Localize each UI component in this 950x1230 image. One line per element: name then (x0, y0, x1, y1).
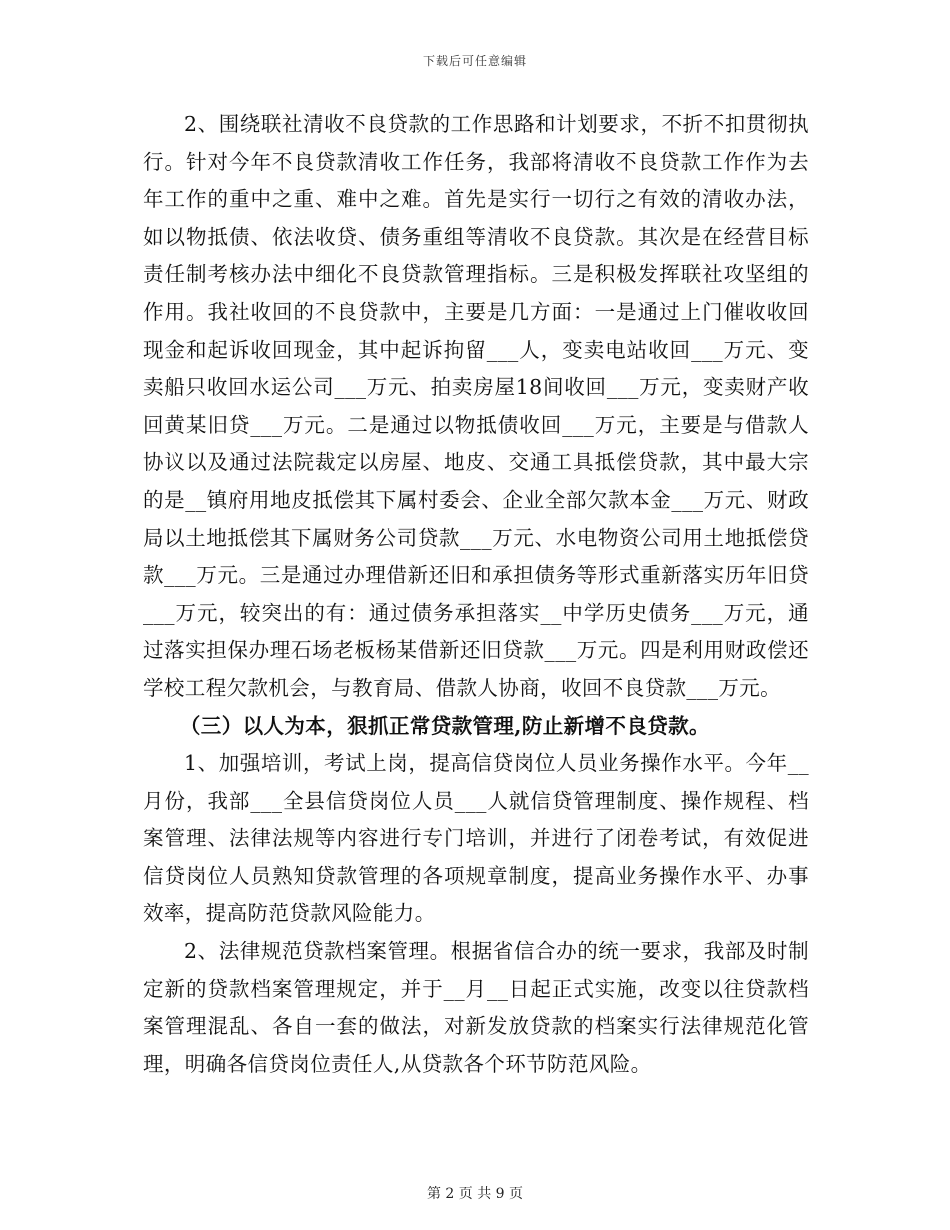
page-number: 第 2 页 共 9 页 (426, 1186, 524, 1202)
page-header-note: 下载后可任意编辑 (422, 54, 527, 68)
paragraph-archive-management: 2、法律规范贷款档案管理。根据省信合办的统一要求，我部及时制定新的贷款档案管理规定，并于__月__日起正式实施，改变以往贷款档案管理混乱、各自一套的做法，对新发放贷款的档案实行法律规范化管理，明确各信贷岗位责任人,从贷款各个环节防范风险。 (143, 939, 809, 1076)
section-heading-loan-management: （三）以人为本，狠抓正常贷款管理,防止新增不良贷款。 (179, 713, 710, 738)
document-body (143, 106, 809, 1083)
paragraph-clearance-plan: 2、围绕联社清收不良贷款的工作思路和计划要求，不折不扣贯彻执行。针对今年不良贷款清收工作任务，我部将清收不良贷款工作作为去年工作的重中之重、难中之难。首先是实行一切行之有效的清收办法，如以物抵债、依法收贷、债务重组等清收不良贷款。其次是在经营目标责任制考核办法中细化不良贷款管理指标。三是积极发挥联社攻坚组的作用。我社收回的不良贷款中，主要是几方面：一是通过上门催收收回现金和起诉收回现金，其中起诉拘留___人，变卖电站收回___万元、变卖船只收回水运公司___万元、拍卖房屋18间收回___万元，变卖财产收回黄某旧贷___万元。二是通过以物抵债收回___万元，主要是与借款人协议以及通过法院裁定以房屋、地皮、交通工具抵偿贷款，其中最大宗的是__镇府用地皮抵偿其下属村委会、企业全部欠款本金___万元、财政局以土地抵偿其下属财务公司贷款___万元、水电物资公司用土地抵偿贷款___万元。三是通过办理借新还旧和承担债务等形式重新落实历年旧贷___万元，较突出的有：通过债务承担落实__中学历史债务___万元，通过落实担保办理石场老板杨某借新还旧贷款___万元。四是利用财政偿还学校工程欠款机会，与教育局、借款人协商，收回不良贷款___万元。 (143, 112, 809, 700)
paragraph-training: 1、加强培训，考试上岗，提高信贷岗位人员业务操作水平。今年__月份，我部___全县信贷岗位人员___人就信贷管理制度、操作规程、档案管理、法律法规等内容进行专门培训，并进行了闭卷考试，有效促进信贷岗位人员熟知贷款管理的各项规章制度，提高业务操作水平、办事效率，提高防范贷款风险能力。 (143, 751, 809, 926)
